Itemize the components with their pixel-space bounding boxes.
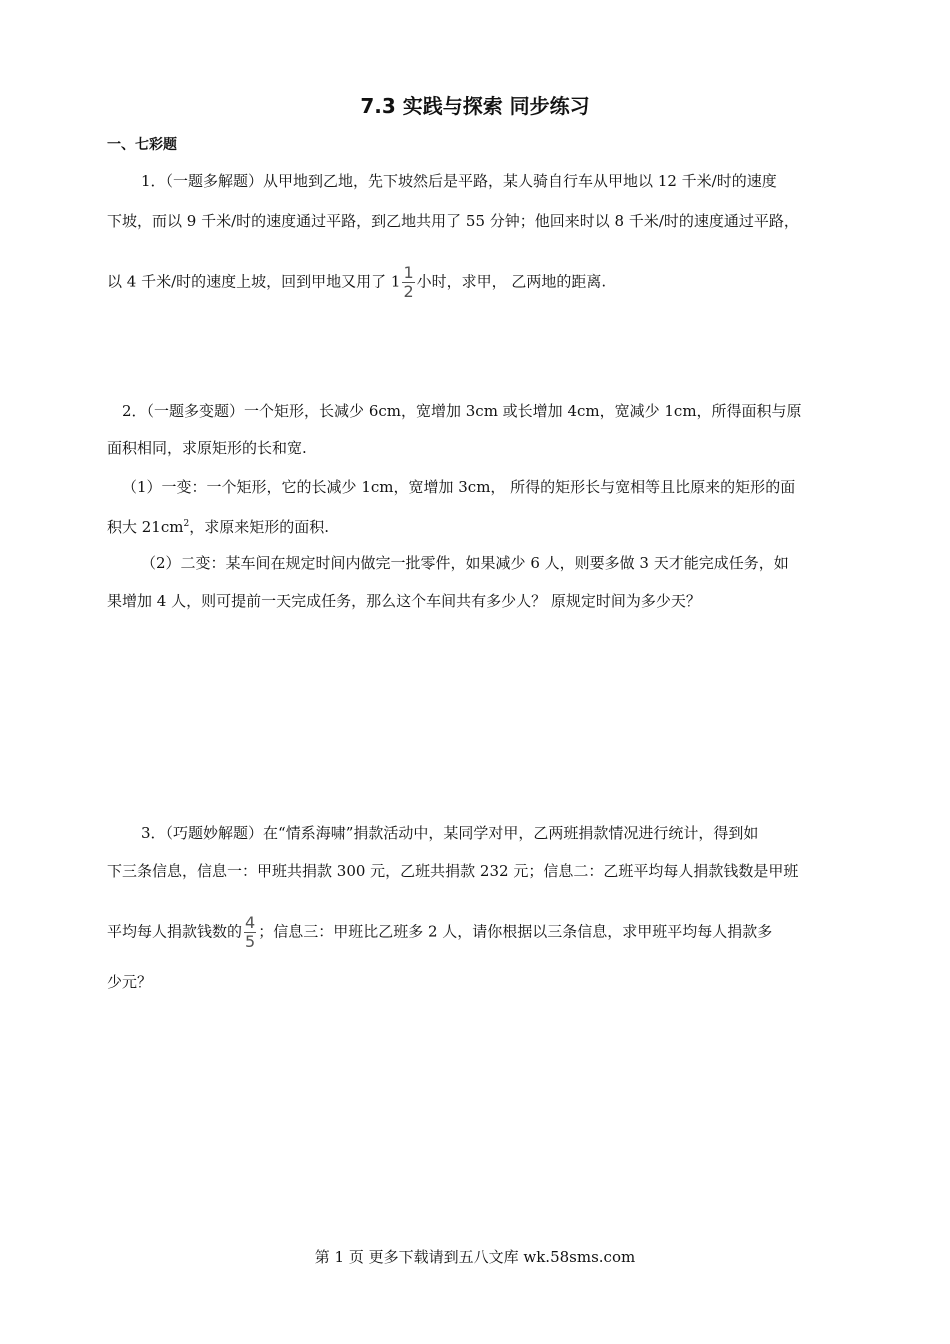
q2-line-1: 2．（一题多变题）一个矩形，长减少 6cm，宽增加 3cm 或长增加 4cm，宽减少 1cm，所得面积与原: [122, 402, 802, 420]
section-heading: 一、七彩题: [107, 137, 177, 153]
page-footer: 第 1 页 更多下载请到五八文库 wk.58sms.com: [314, 1248, 636, 1266]
q3-line-3-before: 平均每人捐款钱数的: [107, 922, 243, 941]
q2-superscript: 2: [183, 519, 190, 529]
q1-line-3: [107, 264, 606, 301]
q3-fraction-numerator: 4: [245, 913, 256, 932]
q3-line-4: 少元？: [107, 973, 153, 991]
q1-line-1: 1．（一题多解题）从甲地到乙地，先下坡然后是平路，某人骑自行车从甲地以 12 千米/时的速度: [141, 172, 777, 190]
q3-fraction: [244, 914, 256, 951]
q2-sub1-line-2-before: 积大 21cm: [107, 518, 184, 536]
q1-line-3-after: 小时，求甲， 乙两地的距离.: [416, 272, 607, 291]
q2-sub1-line-2: [107, 514, 329, 537]
q3-fraction-denominator: 5: [245, 932, 256, 951]
q2-line-2: 面积相同，求原矩形的长和宽.: [107, 439, 307, 457]
q3-line-1: 3．（巧题妙解题）在“情系海啸”捐款活动中，某同学对甲，乙两班捐款情况进行统计，得到如: [141, 824, 759, 842]
q2-sub2-line-1: （2）二变：某车间在规定时间内做完一批零件，如果减少 6 人，则要多做 3 天才能完成任务，如: [141, 554, 789, 572]
q1-fraction-denominator: 2: [403, 282, 414, 301]
q2-sub2-line-2: 果增加 4 人，则可提前一天完成任务，那么这个车间共有多少人？ 原规定时间为多少天？: [107, 592, 701, 610]
page-title: 7.3 实践与探索 同步练习: [360, 94, 590, 118]
q3-line-3: [107, 914, 772, 951]
q1-line-2: 下坡，而以 9 千米/时的速度通过平路，到乙地共用了 55 分钟；他回来时以 8 千米/时的速度通过平路，: [107, 212, 799, 230]
q1-line-3-before: 以 4 千米/时的速度上坡，回到甲地又用了 1: [107, 272, 401, 291]
q3-line-3-after: ；信息三：甲班比乙班多 2 人，请你根据以三条信息，求甲班平均每人捐款多: [258, 922, 773, 941]
q2-sub1-line-1: （1）一变：一个矩形，它的长减少 1cm，宽增加 3cm， 所得的矩形长与宽相等且比原来的矩形的面: [122, 478, 796, 496]
q3-line-2: 下三条信息，信息一：甲班共捐款 300 元，乙班共捐款 232 元；信息二：乙班平均每人捐款钱数是甲班: [107, 862, 799, 880]
q1-fraction: [402, 264, 414, 301]
q2-sub1-line-2-after: ，求原来矩形的面积.: [189, 518, 329, 536]
q1-fraction-numerator: 1: [403, 263, 414, 282]
